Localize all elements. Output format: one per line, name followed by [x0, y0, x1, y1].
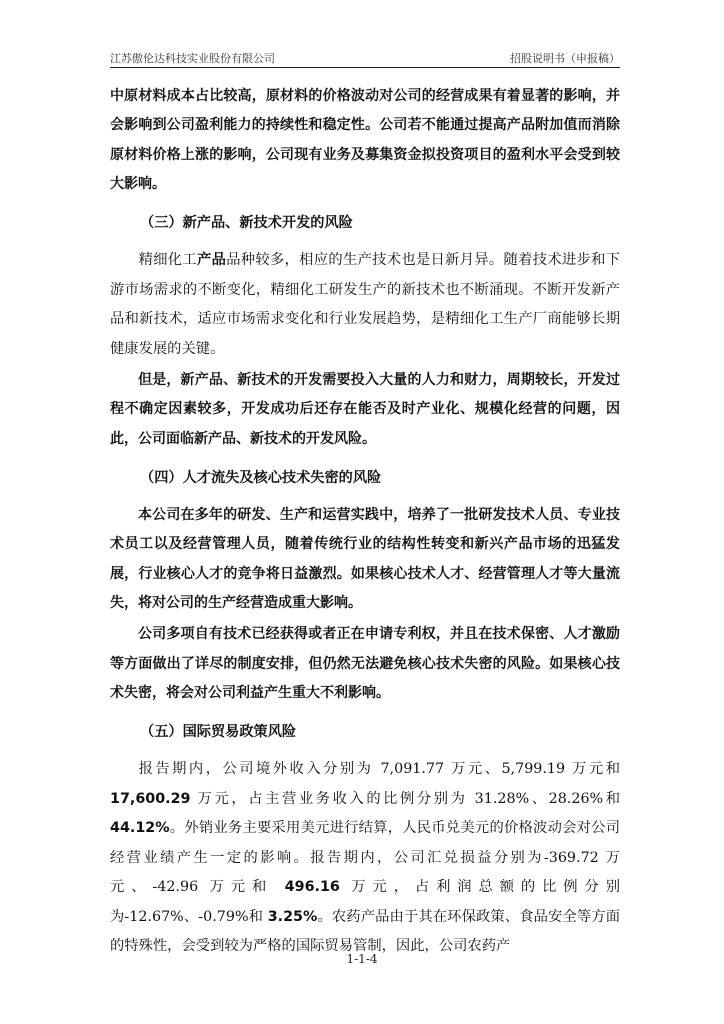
header-company-name: 江苏傲伦达科技实业股份有限公司	[110, 52, 275, 65]
text-segment: 品种较多，相应的生产技术也是日新月异。随着技术进步和下游市场需求的不断变化，精细化工研发生产的新技术也不断涌现。不断开发新产品和新技术，适应市场需求变化和行业发展趋势，是精细化工生产厂商能够长期健康发展的关键。	[110, 252, 621, 357]
page-header	[110, 48, 620, 68]
overseas-revenue-ratio: 44.12%	[110, 820, 170, 837]
paragraph-raw-material-risk: 中原材料成本占比较高，原材料的价格波动对公司的经营成果有着显著的影响，并会影响到公司盈利能力的持续性和稳定性。公司若不能通过提高产品附加值而消除原材料价格上涨的影响，公司现有业务及募集资金拟投资项目的盈利水平会受到较大影响。	[110, 88, 620, 192]
text-segment: 万元，占主营业务收入的比例分别为 31.28%、28.26%和	[190, 790, 620, 807]
paragraph-new-product-risk: 但是，新产品、新技术的开发需要投入大量的人力和财力，周期较长，开发过程不确定因素较多，开发成功后还存在能否及时产业化、规模化经营的问题，因此，公司面临新产品、新技术的开发风险。	[110, 372, 620, 447]
section-heading-talent-loss-risk: （四）人才流失及核心技术失密的风险	[140, 470, 382, 487]
text-segment: 精细化工	[138, 252, 197, 269]
text-segment: 。外销业务主要采用美元进行结算，人民币兑美元的价格波动会对公司经营业绩产生一定的影响。报告期内，公司汇兑损益分别为-369.72 万元、-42.96 万元和	[110, 820, 620, 896]
text-segment: 。农药产品由于其在环保政策、食品安全等方面的特殊性，会受到较为严格的国际贸易管制，因此，公司农药产	[110, 908, 621, 955]
exchange-gain-value: 496.16	[284, 879, 340, 896]
paragraph-talent-loss: 本公司在多年的研发、生产和运营实践中，培养了一批研发技术人员、专业技术员工以及经营管理人员，随着传统行业的结构性转变和新兴产品市场的迅猛发展，行业核心人才的竞争将日益激烈。如果核心技术人才、经营管理人才等大量流失，将对公司的生产经营造成重大影响。	[110, 507, 620, 611]
paragraph-new-product-intro	[110, 246, 620, 364]
text-segment: 报告期内，公司境外收入分别为 7,091.77 万元、5,799.19 万元和	[138, 761, 620, 778]
section-heading-new-product-risk: （三）新产品、新技术开发的风险	[140, 215, 353, 232]
section-heading-trade-policy-risk: （五）国际贸易政策风险	[140, 724, 297, 741]
header-document-title: 招股说明书（申报稿）	[510, 52, 620, 65]
overseas-revenue-value: 17,600.29	[110, 790, 191, 807]
paragraph-technology-leak: 公司多项自有技术已经获得或者正在申请专利权，并且在技术保密、人才激励等方面做出了详尽的制度安排，但仍然无法避免核心技术失密的风险。如果核心技术失密，将会对公司利益产生重大不利影响。	[110, 626, 620, 701]
document-body	[110, 82, 620, 962]
paragraph-trade-policy	[110, 755, 620, 962]
text-segment: 万元，占利润总额的比例分别为-12.67%、-0.79%和	[110, 879, 620, 925]
header-divider	[110, 67, 620, 68]
text-segment-bold: 产品	[196, 252, 227, 269]
exchange-gain-ratio: 3.25%	[267, 908, 318, 925]
page-number: 1-1-4	[346, 952, 378, 966]
